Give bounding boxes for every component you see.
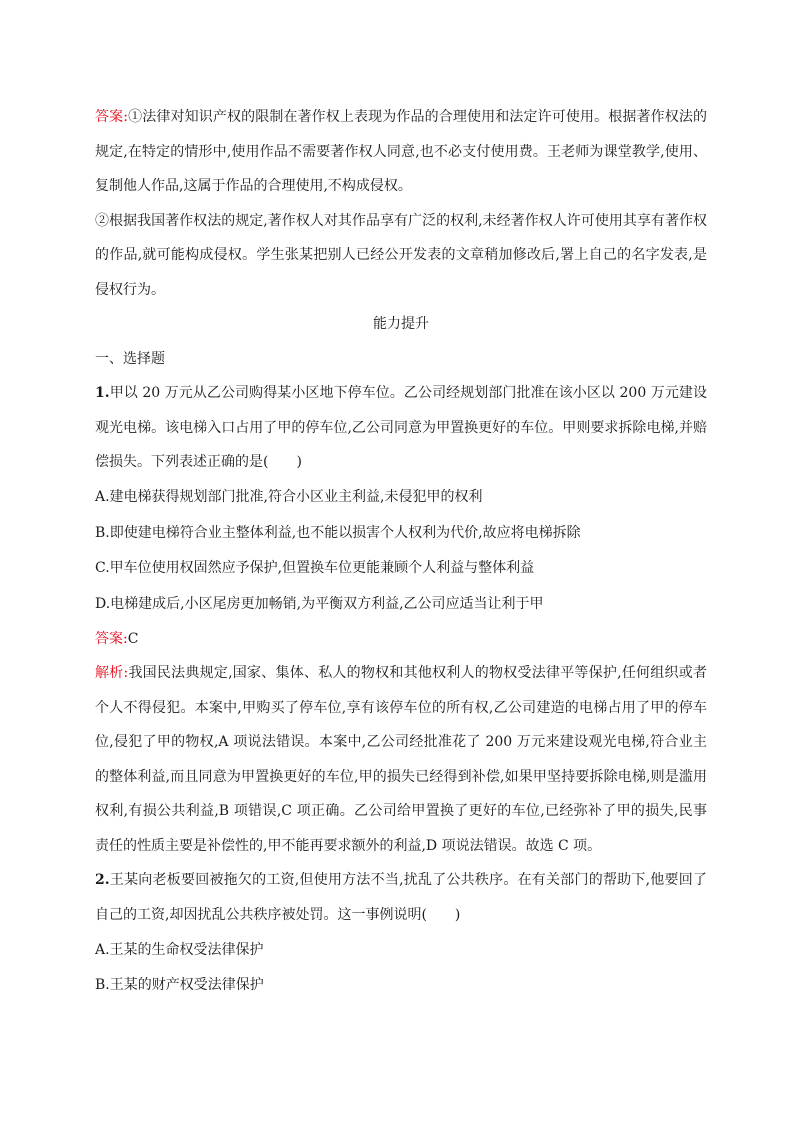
question-1-number: 1. bbox=[95, 385, 110, 401]
question-1-option-c: C.甲车位使用权固然应予保护,但置换车位更能兼顾个人利益与整体利益 bbox=[95, 560, 535, 576]
question-2-option-a: A.王某的生命权受法律保护 bbox=[95, 941, 264, 958]
question-1-answer-label: 答案: bbox=[95, 630, 128, 647]
section-heading: 能力提升 bbox=[373, 316, 429, 332]
question-1-analysis-text: 我国民法典规定,国家、集体、私人的物权和其他权利人的物权受法律平等保护,任何组织或者个人不得侵犯。本案中,甲购买了停车位,享有该停车位的所有权,乙公司建造的电梯占用了甲的停车位,侵犯了甲的物权,A 项说法错误。本案中,乙公司经批准花了 200 万元来建设观光电梯,符合业主的整体利益,而且同意为甲置换更好的车位,甲的损失已经得到补偿,如果甲坚持要拆除电梯,则是滥用权利,有损公共利益,B 项错误,C 项正确。乙公司给甲置换了更好的车位,已经弥补了甲的损失,民事责任的性质主要是补偿性的,甲不能再要求额外的利益,D 项说法错误。故选 C 项。 bbox=[95, 665, 708, 854]
question-1-option-b: B.即使建电梯符合业主整体利益,也不能以损害个人权利为代价,故应将电梯拆除 bbox=[95, 524, 581, 541]
question-1-option-d: D.电梯建成后,小区尾房更加畅销,为平衡双方利益,乙公司应适当让利于甲 bbox=[95, 595, 544, 612]
question-2-number: 2. bbox=[95, 872, 110, 888]
question-1-answer-value: C bbox=[127, 630, 139, 647]
question-2-stem bbox=[95, 863, 707, 932]
answer-text-1: ①法律对知识产权的限制在著作权上表现为作品的合理使用和法定许可使用。根据著作权法的规定,在特定的情形中,使用作品不需要著作权人同意,也不必支付使用费。王老师为课堂教学,使用、复制他人作品,这属于作品的合理使用,不构成侵权。 bbox=[95, 109, 708, 194]
question-1-text: 甲以 20 万元从乙公司购得某小区地下停车位。乙公司经规划部门批准在该小区以 200 万元建设观光电梯。该电梯入口占用了甲的停车位,乙公司同意为甲置换更好的车位。甲则要求拆除电梯,并赔偿损失。下列表述正确的是( ) bbox=[95, 385, 707, 470]
question-1-analysis-label: 解析: bbox=[95, 665, 129, 681]
question-1-answer bbox=[95, 622, 707, 657]
top-answer-paragraph-1 bbox=[95, 100, 707, 204]
answer-label: 答案: bbox=[95, 109, 128, 125]
question-1-analysis bbox=[95, 656, 707, 863]
question-1-option-a: A.建电梯获得规划部门批准,符合小区业主利益,未侵犯甲的权利 bbox=[95, 489, 483, 505]
question-2-option-b: B.王某的财产权受法律保护 bbox=[95, 977, 264, 993]
top-answer-paragraph-2: ②根据我国著作权法的规定,著作权人对其作品享有广泛的权利,未经著作权人许可使用其享有著作权的作品,就可能构成侵权。学生张某把别人已经公开发表的文章稍加修改后,署上自己的名字发表,是侵权行为。 bbox=[95, 212, 707, 298]
document-page bbox=[95, 100, 707, 1003]
question-2-text: 王某向老板要回被拖欠的工资,但使用方法不当,扰乱了公共秩序。在有关部门的帮助下,他要回了自己的工资,却因扰乱公共秩序被处罚。这一事例说明( ) bbox=[95, 872, 707, 923]
question-1-stem bbox=[95, 376, 707, 480]
part-title: 一、选择题 bbox=[95, 350, 165, 367]
